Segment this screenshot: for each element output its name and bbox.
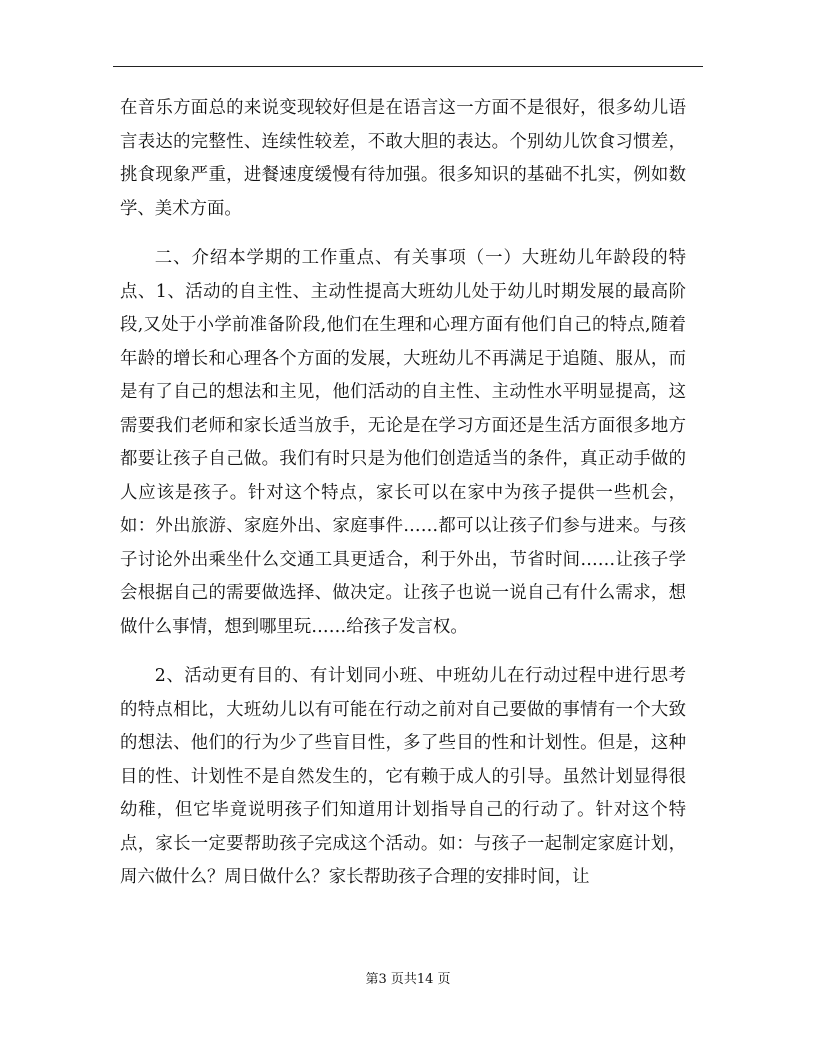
paragraph-work-focus: 二、介绍本学期的工作重点、有关事项（一）大班幼儿年龄段的特点、1、活动的自主性、主动性提高大班幼儿处于幼儿时期发展的最高阶段,又处于小学前准备阶段,他们在生理和心理方面有他们自己的特点,随着年龄的增长和心理各个方面的发展，大班幼儿不再满足于追随、服从，而是有了自己的想法和主见，他们活动的自主性、主动性水平明显提高，这需要我们老师和家长适当放手，无论是在学习方面还是生活方面很多地方都要让孩子自己做。我们有时只是为他们创造适当的条件，真正动手做的人应该是孩子。针对这个特点，家长可以在家中为孩子提供一些机会，如：外出旅游、家庭外出、家庭事件……都可以让孩子们参与进来。与孩子讨论外出乘坐什么交通工具更适合，利于外出，节省时间……让孩子学会根据自己的需要做选择、做决定。让孩子也说一说自己有什么需求，想做什么事情，想到哪里玩……给孩子发言权。 — [120, 248, 686, 637]
paragraph-planning: 2、活动更有目的、有计划同小班、中班幼儿在行动过程中进行思考的特点相比，大班幼儿以有可能在行动之前对自己要做的事情有一个大致的想法、他们的行为少了些盲目性，多了些目的性和计划性。但是，这种目的性、计划性不是自然发生的，它有赖于成人的引导。虽然计划显得很幼稚，但它毕竟说明孩子们知道用计划指导自己的行动了。针对这个特点，家长一定要帮助孩子完成这个活动。如：与孩子一起制定家庭计划，周六做什么？周日做什么？家长帮助孩子合理的安排时间，让 — [120, 666, 686, 887]
page-number-footer: 第3 页共14 页 — [365, 972, 451, 987]
document-body — [120, 92, 686, 895]
header-rule — [113, 66, 703, 67]
paragraph-continued: 在音乐方面总的来说变现较好但是在语言这一方面不是很好，很多幼儿语言表达的完整性、连续性较差，不敢大胆的表达。个别幼儿饮食习惯差，挑食现象严重，进餐速度缓慢有待加强。很多知识的基础不扎实，例如数学、美术方面。 — [120, 98, 686, 219]
